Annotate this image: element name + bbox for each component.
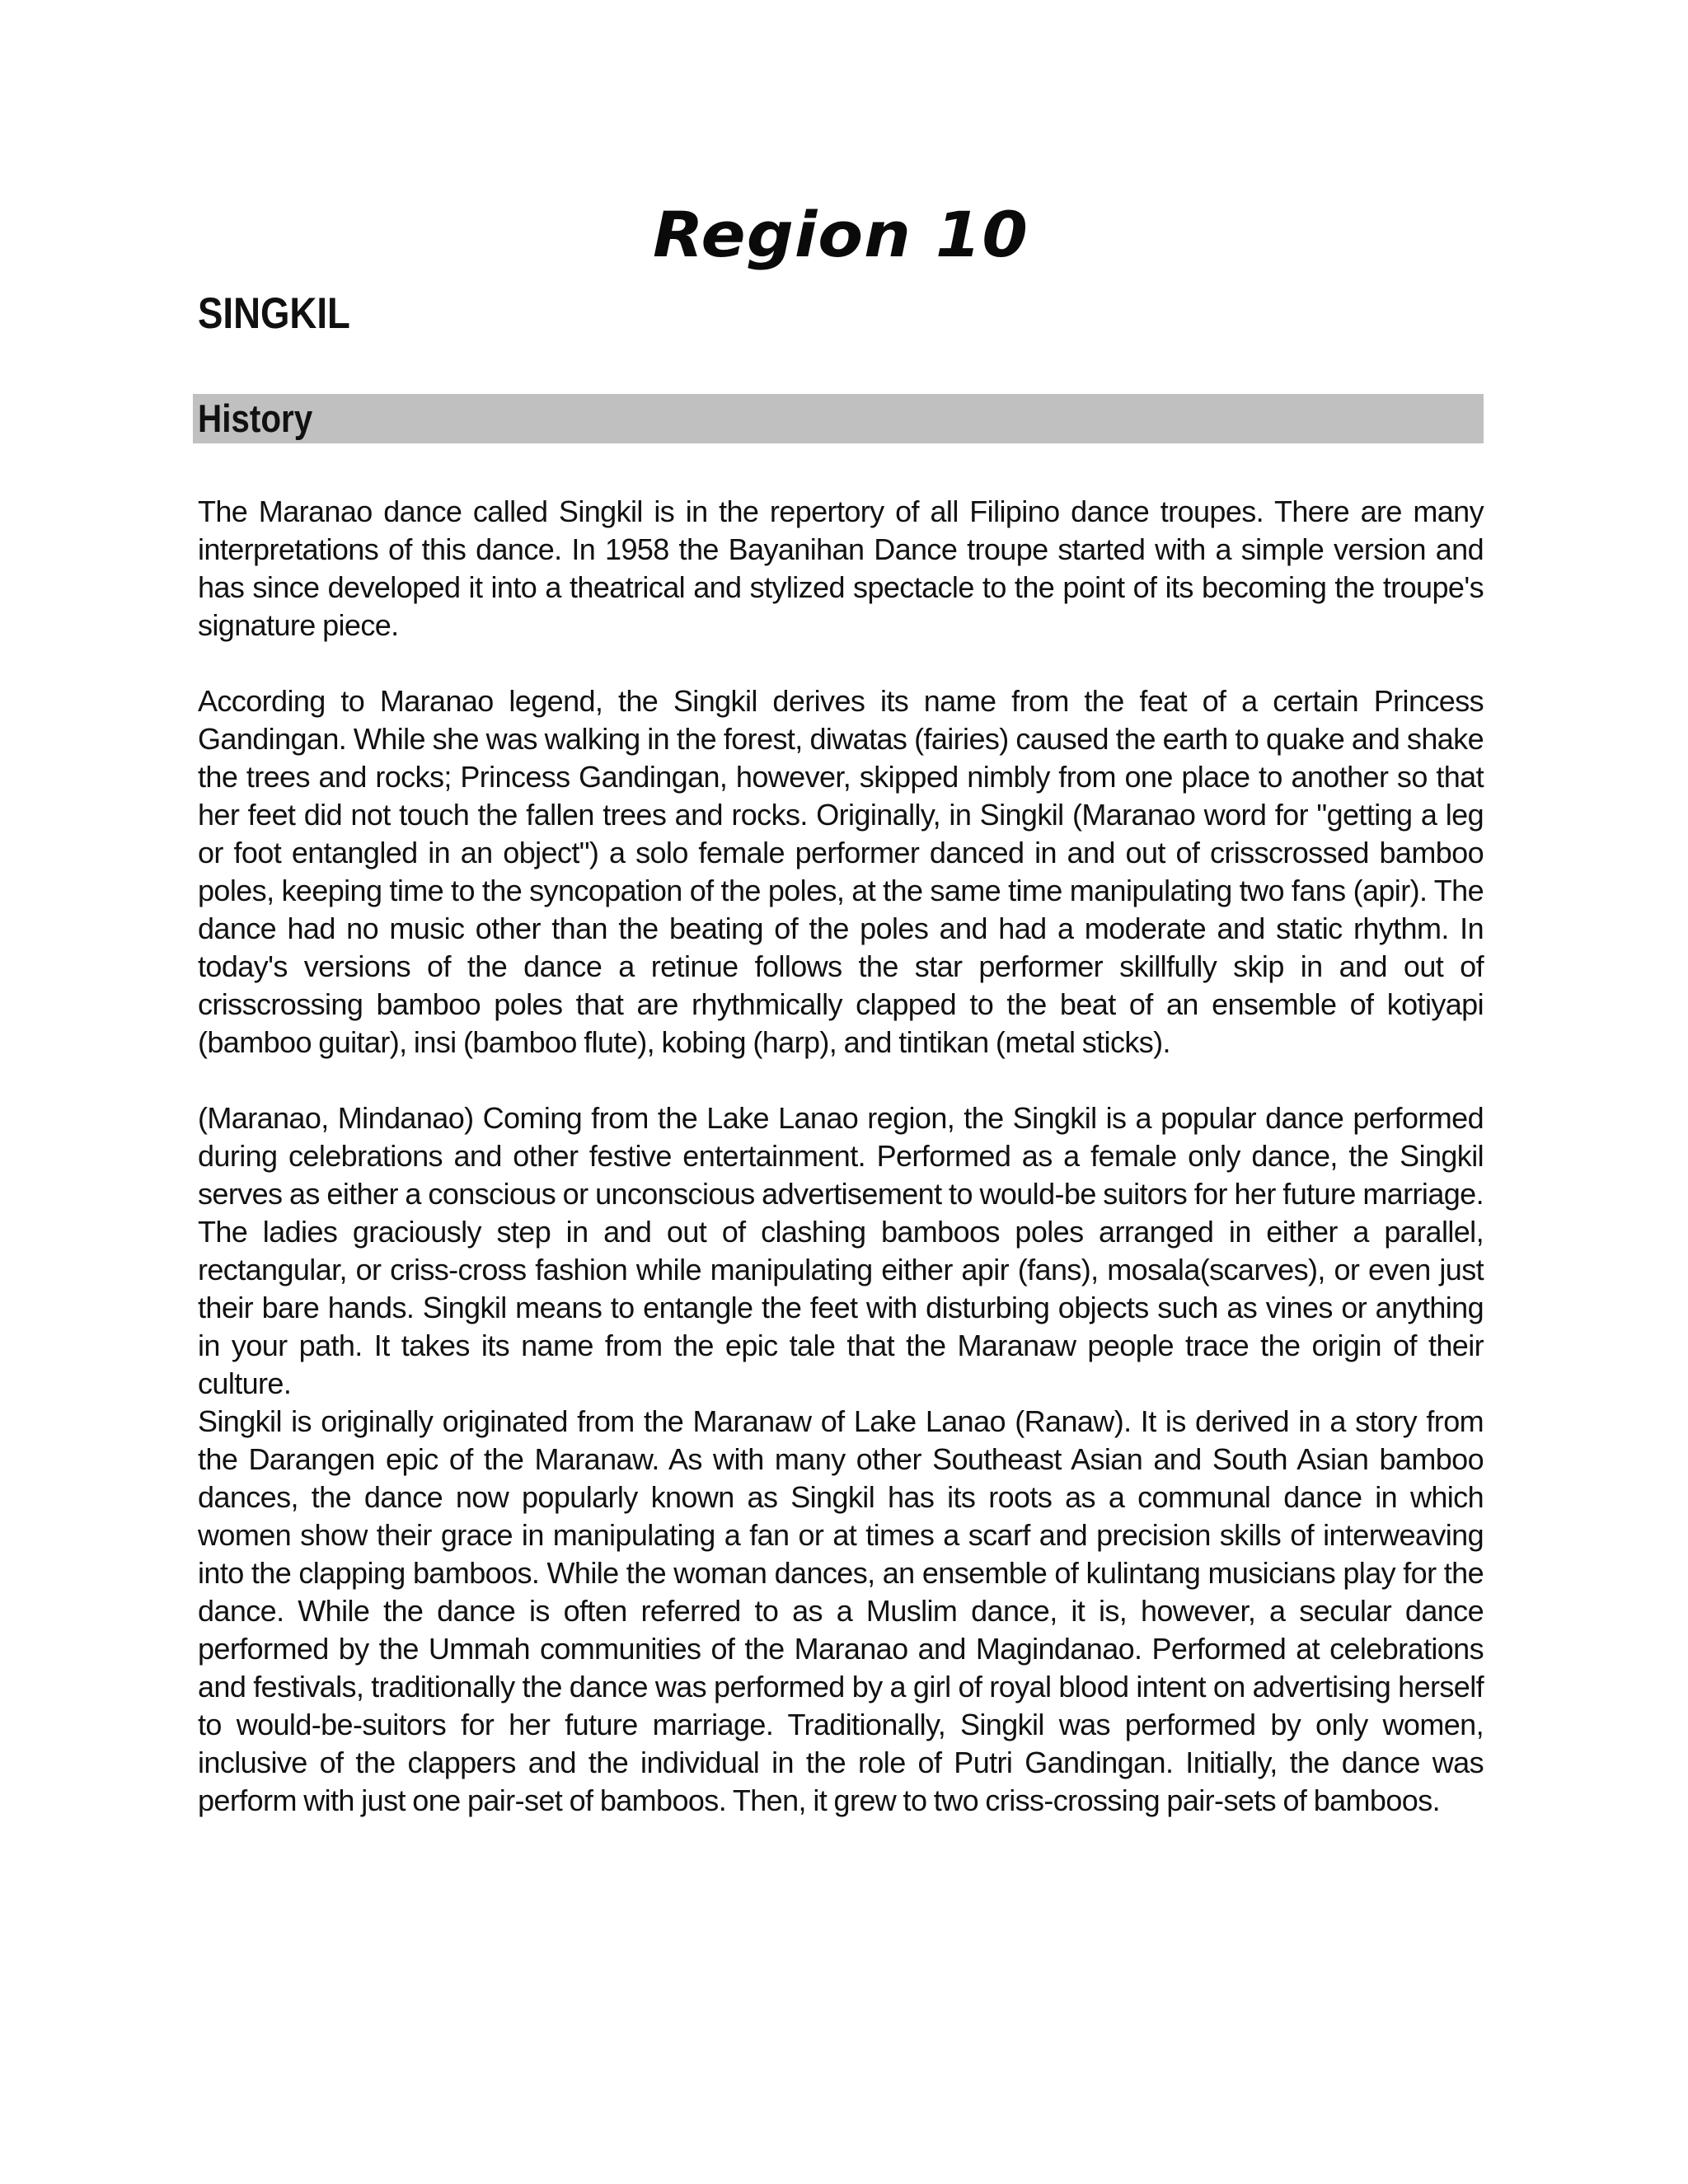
dance-name-heading: SINGKIL [198,289,350,338]
history-paragraph-4: Singkil is originally originated from the Maranaw of Lake Lanao (Ranaw). It is derived in a story from the Darangen epic of the Maranaw. As with many other Southeast Asian and South Asian bamboo dances, the dance now popularly known as Singkil has its roots as a communal dance in which women show their grace in manipulating a fan or at times a scarf and precision skills of interweaving into the clapping bamboos. While the woman dances, an ensemble of kulintang musicians play for the dance. While the dance is often referred to as a Muslim dance, it is, however, a secular dance performed by the Ummah communities of the Maranao and Magindanao. Performed at celebrations and festivals, traditionally the dance was performed by a girl of royal blood intent on advertising herself to would-be-suitors for her future marriage. Traditionally, Singkil was performed by only women, inclusive of the clappers and the individual in the role of Putri Gandingan. Initially, the dance was perform with just one pair-set of bamboos. Then, it grew to two criss-crossing pair-sets of bamboos. [198,1404,1484,1817]
history-section-title: History [198,396,313,440]
history-paragraph-1: The Maranao dance called Singkil is in the repertory of all Filipino dance troupes. There are many interpretations of this dance. In 1958 the Bayanihan Dance troupe started with a simple version and has since developed it into a theatrical and stylized spectacle to the point of its becoming the troupe's signature piece. [198,494,1484,642]
history-paragraph-3: (Maranao, Mindanao) Coming from the Lake Lanao region, the Singkil is a popular dance performed during celebrations and other festive entertainment. Performed as a female only dance, the Singkil serves as either a conscious or unconscious advertisement to would-be suitors for her future marriage. The ladies graciously step in and out of clashing bamboos poles arranged in either a parallel, rectangular, or criss-cross fashion while manipulating either apir (fans), mosala(scarves), or even just their bare hands. Singkil means to entangle the feet with disturbing objects such as vines or anything in your path. It takes its name from the epic tale that the Maranaw people trace the origin of their culture. [198,1101,1484,1400]
document-page [198,0,1484,2184]
region-title: Region 10 [653,198,1029,271]
history-section-bar [193,394,1484,443]
history-paragraph-2: According to Maranao legend, the Singkil derives its name from the feat of a certain Princess Gandingan. While she was walking in the forest, diwatas (fairies) caused the earth to quake and shake the trees and rocks; Princess Gandingan, however, skipped nimbly from one place to another so that her feet did not touch the fallen trees and rocks. Originally, in Singkil (Maranao word for "getting a leg or foot entangled in an object") a solo female performer danced in and out of crisscrossed bamboo poles, keeping time to the syncopation of the poles, at the same time manipulating two fans (apir). The dance had no music other than the beating of the poles and had a moderate and static rhythm. In today's versions of the dance a retinue follows the star performer skillfully skip in and out of crisscrossing bamboo poles that are rhythmically clapped to the beat of an ensemble of kotiyapi (bamboo guitar), insi (bamboo flute), kobing (harp), and tintikan (metal sticks). [198,684,1484,1059]
